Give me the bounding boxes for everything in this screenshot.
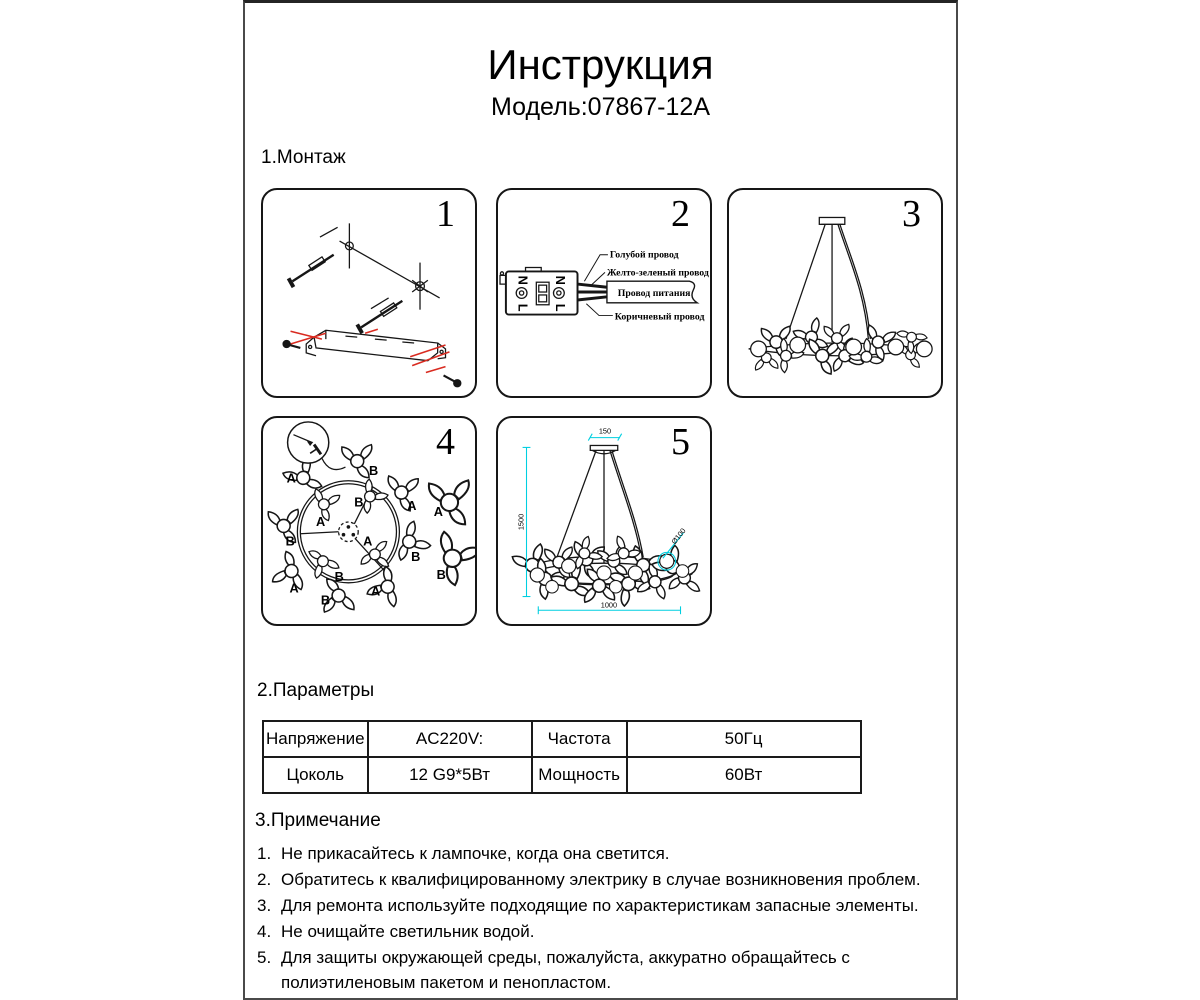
terminal-l-label: L (515, 303, 531, 312)
list-item (257, 945, 929, 995)
param-value: 50Гц (627, 721, 861, 757)
list-item (257, 867, 929, 892)
param-value: 60Вт (627, 757, 861, 793)
dim-height: 1500 (516, 513, 526, 531)
panel-number-2: 2 (671, 193, 690, 235)
wire-label-brown: Коричневый провод (614, 311, 705, 323)
notes-list (257, 841, 929, 996)
mounting-bracket (306, 330, 445, 360)
dim-width: 1000 (600, 600, 618, 610)
suspension-cords (557, 450, 643, 563)
wire-label-yellow-green: Желто-зеленый провод (606, 267, 709, 279)
marker-label-b: B (334, 568, 344, 584)
marker-label-b: B (320, 592, 331, 608)
panel-3-hanging (727, 188, 943, 398)
marker-label-a: A (286, 470, 296, 486)
param-name: Напряжение (263, 721, 368, 757)
note-text: Для защиты окружающей среды, пожалуйста, аккуратно обращайтесь с полиэтиленовым пакетом и пенопластом. (281, 948, 850, 992)
detail-flower-a (429, 480, 469, 524)
terminal-l-label: L (552, 303, 568, 312)
marker-label-b: B (369, 462, 379, 478)
magnifier-inset (288, 422, 346, 470)
wires (578, 284, 605, 300)
marker-label-a: A (433, 504, 443, 520)
bracket-screws (283, 340, 461, 386)
note-number: 4. (257, 922, 272, 941)
param-name: Частота (532, 721, 627, 757)
marker-label-b: B (354, 494, 364, 510)
section-heading-montage: 1.Монтаж (261, 147, 346, 168)
note-text: Не очищайте светильник водой. (281, 922, 535, 941)
wire-label-power: Провод питания (617, 287, 691, 299)
panel-5-dimensions (496, 416, 712, 626)
note-number: 1. (257, 844, 272, 863)
note-text: Обратитесь к квалифицированному электрику в случае возникновения проблем. (281, 870, 921, 889)
page-title: Инструкция (487, 41, 714, 88)
marker-label-b: B (436, 566, 446, 582)
anchor-screw-1 (289, 227, 338, 287)
marker-label-b: B (411, 549, 421, 565)
terminal-n-label: N (515, 275, 531, 285)
note-number: 3. (257, 896, 272, 915)
model-number: Модель:07867-12A (490, 93, 710, 121)
marker-label-a: A (289, 580, 299, 596)
table-row (263, 757, 861, 793)
table-row (263, 721, 861, 757)
panel-number-4: 4 (436, 421, 455, 463)
panel-4-top-view (261, 416, 477, 626)
dim-globe-diameter: Ø100 (669, 526, 688, 546)
panel-2-wiring (496, 188, 712, 398)
marker-label-a: A (407, 498, 417, 514)
note-number: 5. (257, 948, 272, 967)
ceiling-plate (819, 217, 845, 224)
panel-number-3: 3 (902, 193, 921, 235)
wire-label-blue: Голубой провод (609, 249, 679, 261)
list-item (257, 841, 929, 866)
terminal-block (500, 267, 577, 314)
marker-label-a: A (370, 583, 381, 599)
ceiling-drill-marks (340, 223, 440, 309)
param-name: Мощность (532, 757, 627, 793)
param-value: AC220V: (368, 721, 532, 757)
marker-label-a: A (363, 533, 373, 549)
list-item (257, 893, 929, 918)
dim-top: 150 (598, 426, 612, 436)
panel-number-1: 1 (436, 193, 455, 235)
marker-label-a: A (316, 513, 326, 529)
param-name: Цоколь (263, 757, 368, 793)
terminal-n-label: N (552, 275, 568, 285)
parameters-table (262, 720, 862, 794)
suspension-cords (786, 224, 870, 342)
note-number: 2. (257, 870, 272, 889)
anchor-screw-2 (357, 298, 402, 333)
note-text: Не прикасайтесь к лампочке, когда она светится. (281, 844, 670, 863)
section-heading-params: 2.Параметры (257, 680, 375, 701)
note-text: Для ремонта используйте подходящие по характеристикам запасные элементы. (281, 896, 919, 915)
param-value: 12 G9*5Вт (368, 757, 532, 793)
section-heading-notes: 3.Примечание (255, 810, 381, 831)
document-sheet (243, 0, 958, 1000)
marker-label-b: B (285, 533, 295, 549)
detail-flower-b (424, 529, 475, 587)
panel-number-5: 5 (671, 421, 690, 463)
list-item (257, 919, 929, 944)
panel-1-mounting (261, 188, 477, 398)
